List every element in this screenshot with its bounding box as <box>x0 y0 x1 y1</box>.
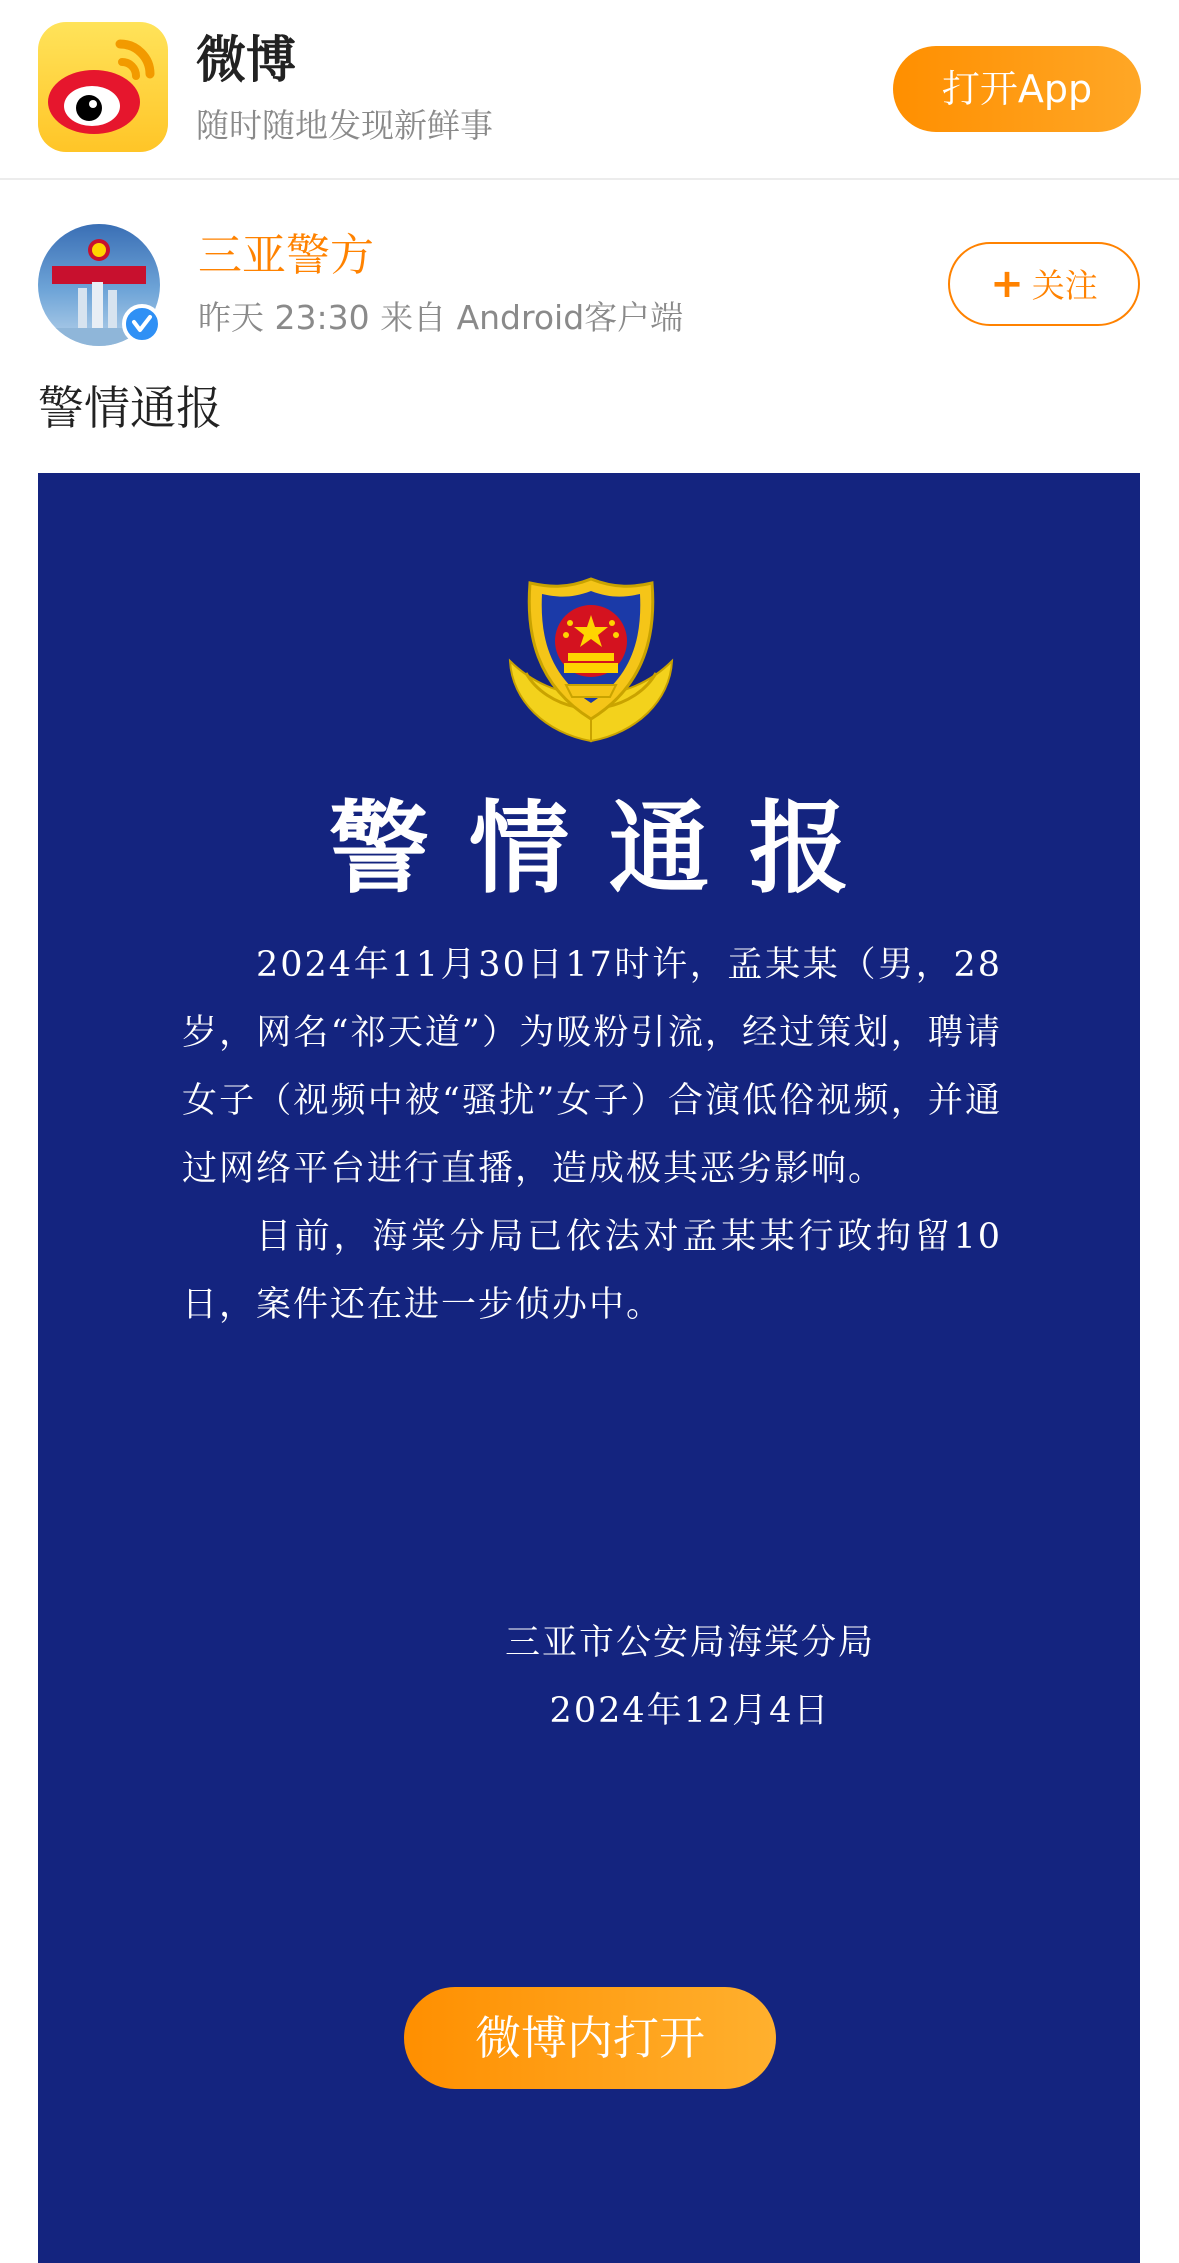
app-banner <box>0 0 1179 180</box>
notice-signature <box>38 1609 1140 1745</box>
author-name[interactable]: 三亚警方 <box>198 230 374 281</box>
post-text: 警情通报 <box>38 381 222 435</box>
app-slogan: 随时随地发现新鲜事 <box>196 106 493 145</box>
notice-title: 警情通报 <box>329 789 889 907</box>
open-app-button[interactable]: 打开App <box>893 46 1141 132</box>
notice-paragraph: 目前，海棠分局已依法对孟某某行政拘留10日，案件还在进一步侦办中。 <box>182 1217 1002 1325</box>
police-notice-image[interactable] <box>38 473 1140 2263</box>
open-in-weibo-button[interactable]: 微博内打开 <box>404 1987 776 2089</box>
weibo-logo-icon <box>38 22 168 152</box>
notice-body <box>182 931 1002 1339</box>
follow-label: 关注 <box>1031 266 1098 305</box>
police-emblem-icon <box>506 573 676 748</box>
follow-button[interactable] <box>948 242 1140 326</box>
verified-badge-icon <box>122 304 162 344</box>
app-name: 微博 <box>196 31 296 89</box>
notice-signer: 三亚市公安局海棠分局 <box>504 1623 875 1663</box>
notice-paragraph: 2024年11月30日17时许，孟某某（男，28岁，网名“祁天道”）为吸粉引流，经过策划，聘请女子（视频中被“骚扰”女子）合演低俗视频，并通过网络平台进行直播，造成极其恶劣影响。 <box>182 945 1002 1189</box>
post-meta: 昨天 23:30 来自 Android客户端 <box>198 298 684 337</box>
notice-date: 2024年12月4日 <box>549 1691 831 1731</box>
plus-icon: + <box>990 261 1024 307</box>
